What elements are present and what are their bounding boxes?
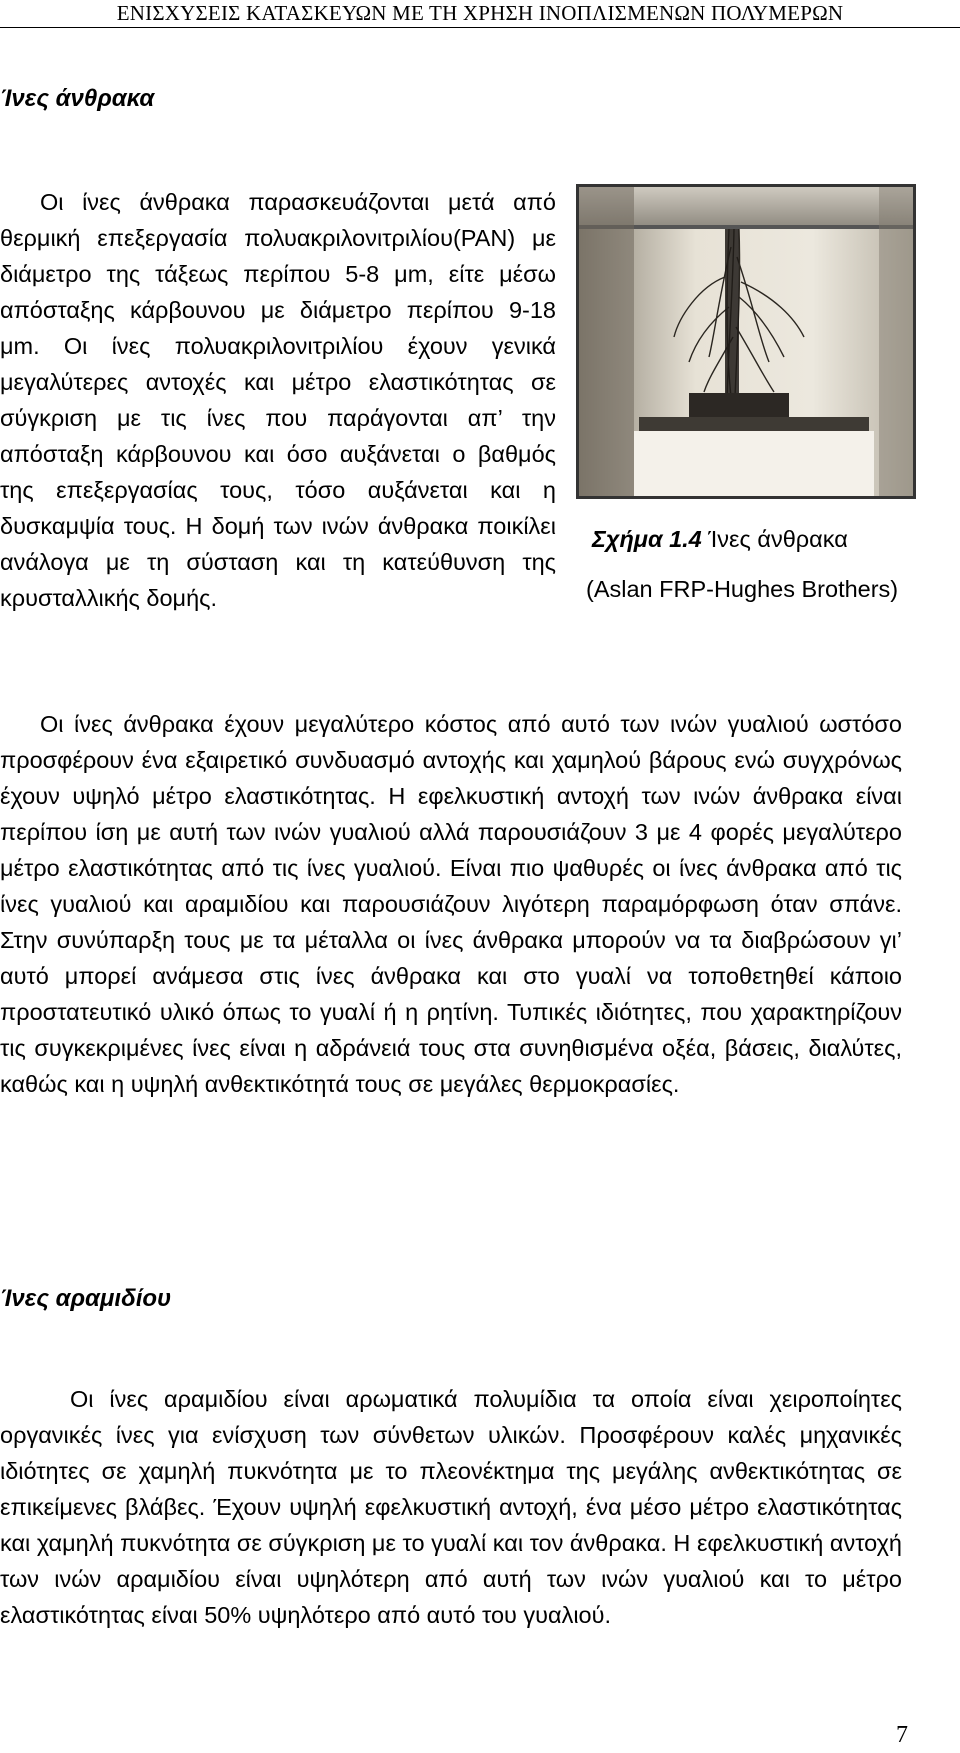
- section-heading-aramid-fibers: Ίνες αραμιδίου: [0, 1285, 172, 1312]
- paragraph-carbon-properties: Οι ίνες άνθρακα έχουν μεγαλύτερο κόστος από αυτό των ινών γυαλιού ωστόσο προσφέρουν ένα εξαιρετικό συνδυασμό αντοχής και χαμηλού βάρους ενώ συγχρόνως έχουν υψηλό μέτρο ελαστικότητας. Η εφελκυστική αντοχή των ινών άνθρακα είναι περίπου ίση με αυτή των ινών γυαλιού αλλά παρουσιάζουν 3 με 4 φορές μεγαλύτερο μέτρο ελαστικότητας από τις ίνες γυαλιού. Είναι πιο ψαθυρές οι ίνες άνθρακα από τις ίνες γυαλιού και αραμιδίου και παρουσιάζουν λιγότερη παραμόρφωση όταν σπάνε. Στην συνύπαρξη τους με τα μέταλλα οι ίνες άνθρακα μπορούν να τα διαβρώσουν γι’ αυτό μπορεί ανάμεσα στις ίνες άνθρακα και στο γυαλί να τοποθετηθεί κάποιο προστατευτικό υλικό όπως το γυαλί ή η ρητίνη. Τυπικές ιδιότητες, που χαρακτηρίζουν τις συγκεκριμένες ίνες είναι η αδράνειά τους στα συνηθισμένα οξέα, βάσεις, διαλύτες, καθώς και η υψηλή ανθεκτικότητά τους σε μεγάλες θερμοκρασίες.: [0, 711, 902, 1097]
- figure-caption: [592, 524, 960, 554]
- figure-label: Σχήμα 1.4: [592, 526, 702, 552]
- section-heading-carbon-fibers: Ίνες άνθρακα: [0, 85, 155, 112]
- paragraph-aramid: Οι ίνες αραμιδίου είναι αρωματικά πολυμίδια τα οποία είναι χειροποίητες οργανικές ίνες για ενίσχυση των σύνθετων υλικών. Προσφέρουν καλές μηχανικές ιδιότητες σε χαμηλή πυκνότητα με το πλεονέκτημα της μεγάλης ανθεκτικότητας σε επικείμενες βλάβες. Έχουν υψηλή εφελκυστική αντοχή, ένα μέσο μέτρο ελαστικότητας και χαμηλή πυκνότητα σε σύγκριση με το γυαλί και τον άνθρακα. Η εφελκυστική αντοχή των ινών αραμιδίου είναι υψηλότερη από αυτή των ινών γυαλιού και το μέτρο ελαστικότητας είναι 50% υψηλότερο από αυτό του γυαλιού.: [0, 1386, 902, 1628]
- figure-carbon-fiber-photo: [576, 184, 916, 499]
- fiber-test-photo: [579, 187, 913, 496]
- figure-caption-text: Ίνες άνθρακα: [701, 526, 848, 552]
- running-header: ΕΝΙΣΧΥΣΕΙΣ ΚΑΤΑΣΚΕΥΩΝ ΜΕ ΤΗ ΧΡΗΣΗ ΙΝΟΠΛΙΣΜΕΝΩΝ ΠΟΛΥΜΕΡΩΝ: [0, 0, 960, 28]
- page-number: 7: [896, 1722, 908, 1748]
- paragraph-carbon-intro: Οι ίνες άνθρακα παρασκευάζονται μετά από θερμική επεξεργασία πολυακριλονιτριλίου(PAN) με διάμετρο της τάξεως περίπου 5-8 μm, είτε μέσω απόσταξης κάρβουνου με διάμετρο περίπου 9-18 μm. Οι ίνες πολυακριλονιτριλίου έχουν γενικά μεγαλύτερες αντοχές και μέτρο ελαστικότητας σε σύγκριση με τις ίνες που παράγονται απ’ την απόσταξη κάρβουνου και όσο αυξάνεται ο βαθμός της επεξεργασίας τους, τόσο αυξάνεται και η δυσκαμψία τους. Η δομή των ινών άνθρακα ποικίλει ανάλογα με τη σύσταση και τη κατεύθυνση της κρυσταλλικής δομής.: [0, 189, 556, 611]
- figure-source: (Aslan FRP-Hughes Brothers): [586, 576, 899, 602]
